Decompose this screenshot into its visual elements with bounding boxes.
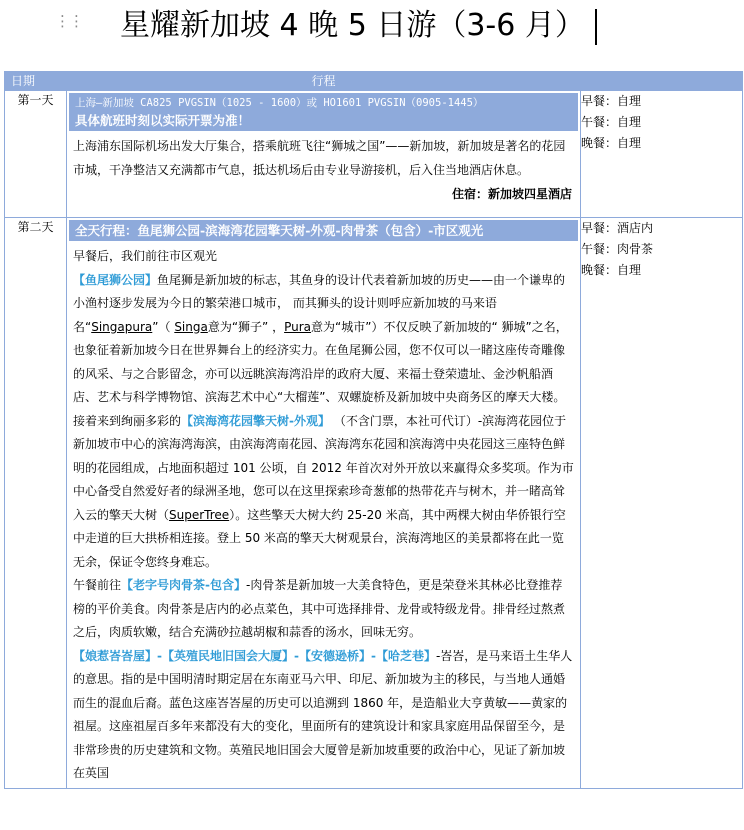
column-header-meals (581, 72, 743, 91)
page-title: 星耀新加坡 4 晚 5 日游（3-6 月） (120, 4, 640, 50)
day-2-itinerary-cell (67, 218, 581, 789)
paragraph-bak-kut-teh: 午餐前往【老字号肉骨茶-包含】-肉骨茶是新加坡一大美食特色，更是荣登米其林必比登推荐榜的平价美食。肉骨茶是店内的必点菜色，其中可选择排骨、龙骨或特级龙骨。排骨经过熬煮之后，肉质软嫩，结合充满砂拉越胡椒和蒜香的汤水，回味无穷。 (73, 578, 566, 639)
highlight-gardens-by-the-bay: 【滨海湾花园擎天树-外观】 (181, 413, 330, 428)
meal-breakfast: 早餐：酒店内 (581, 221, 654, 235)
lodging-info: 住宿：新加坡四星酒店 (451, 187, 572, 201)
meal-breakfast: 早餐：自理 (581, 94, 642, 108)
day-2-intro: 早餐后，我们前往市区观光 (73, 249, 218, 263)
flight-line: 上海—新加坡 CA825 PVGSIN（1025 - 1600）或 HO1601 PVGSIN（0905-1445） (75, 97, 484, 109)
day-2-meals (581, 218, 743, 789)
table-row-day-2 (5, 218, 743, 789)
column-header-date: 日期 (5, 72, 67, 91)
itinerary-table (4, 71, 743, 789)
paragraph-merlion: 【鱼尾狮公园】鱼尾狮是新加坡的标志，其鱼身的设计代表着新加坡的历史——由一个谦卑的小渔村逐步发展为今日的繁荣港口城市， 而其狮头的设计则呼应新加坡的马来语名“Singapura”（ Singa意为“狮子” ，Pura意为“城市”）不仅反映了新加坡的“ 狮城”之名，也象征着新加坡今日在世界舞台上的经济实力。在鱼尾狮公园，您不仅可以一睹这座传奇雕像的风采、与之合影留念，亦可以远眺滨海湾沿岸的政府大厦、来福士登荣遗址、金沙帆船酒 店、艺术与科学博物馆、滨海艺术中心“大榴莲”、双螺旋桥及新加坡中央商务区的摩天大楼。 (73, 272, 568, 404)
day-2-content (67, 241, 580, 788)
text-cursor (595, 9, 597, 45)
meal-dinner: 晚餐：自理 (581, 136, 642, 150)
table-row-day-1 (5, 91, 743, 218)
day-1-itinerary-cell (67, 91, 581, 218)
highlight-bak-kut-teh: 【老字号肉骨茶-包含】 (121, 578, 246, 592)
day-label: 第一天 (5, 91, 67, 218)
paragraph-gardens: 接着来到绚丽多彩的【滨海湾花园擎天树-外观】 （不含门票，本社可代订）-滨海湾花园位于新加坡市中心的滨海湾海滨，由滨海湾南花园、滨海湾东花园和滨海湾中央花园这三座特色鲜明的花园组成，占地面积超过 101 公顷，自 2012 年首次对外开放以来赢得众多奖项。作为市中心备受自然爱好者的绿洲圣地，您可以在这里探索珍奇葱郁的热带花卉与树木，并一睹高耸入云的擎天大树（SuperTree）。这些擎天大树大约 25-20 米高，其中两棵大树由华侨银行空中走道的巨大拱桥相连接。登上 50 米高的擎天大树观景台，滨海湾地区的美景都将在此一览无余，保证令您终身难忘。 (73, 413, 574, 569)
day-1-meals (581, 91, 743, 218)
paragraph-heritage: 【娘惹峇峇屋】-【英殖民地旧国会大厦】-【安德逊桥】-【哈芝巷】-峇峇，是马来语土生华人的意思。指的是中国明清时期定居在东南亚马六甲、印尼、新加坡为主的移民，与当地人通婚而生的混血后裔。蓝色这座峇峇屋的历史可以追溯到 1860 年，是造船业大亨黄敏——黄家的祖屋。这座祖屋百多年来都没有大的变化，里面所有的建筑设计和家具家庭用品保留至今，是非常珍贵的历史建筑和文物。英殖民地旧国会大厦曾是新加坡重要的政治中心，见证了新加坡在英国 (73, 648, 573, 780)
day-1-description: 上海浦东国际机场出发大厅集合，搭乘航班飞往“狮城之国”——新加坡，新加坡是著名的花园市城，干净整洁又充满都市气息，抵达机场后由专业导游接机，后入住当地酒店休息。 (73, 139, 566, 177)
flight-note: 具体航班时刻以实际开票为准！ (75, 113, 251, 128)
day-label: 第二天 (5, 218, 67, 789)
column-header-itinerary: 行程 (67, 72, 581, 91)
meal-lunch: 午餐：肉骨茶 (581, 242, 654, 256)
meal-dinner: 晚餐：自理 (581, 263, 642, 277)
day-2-schedule-bar: 全天行程：鱼尾狮公园-滨海湾花园擎天树-外观-肉骨茶（包含）-市区观光 (69, 220, 578, 241)
table-header-row (5, 72, 743, 91)
drag-handle-icon[interactable]: ⋮⋮ (55, 12, 83, 30)
flight-info-bar (69, 93, 578, 131)
meal-lunch: 午餐：自理 (581, 115, 642, 129)
highlight-merlion-park: 【鱼尾狮公园】 (73, 272, 158, 287)
highlight-heritage-sites: 【娘惹峇峇屋】-【英殖民地旧国会大厦】-【安德逊桥】-【哈芝巷】 (73, 648, 436, 663)
